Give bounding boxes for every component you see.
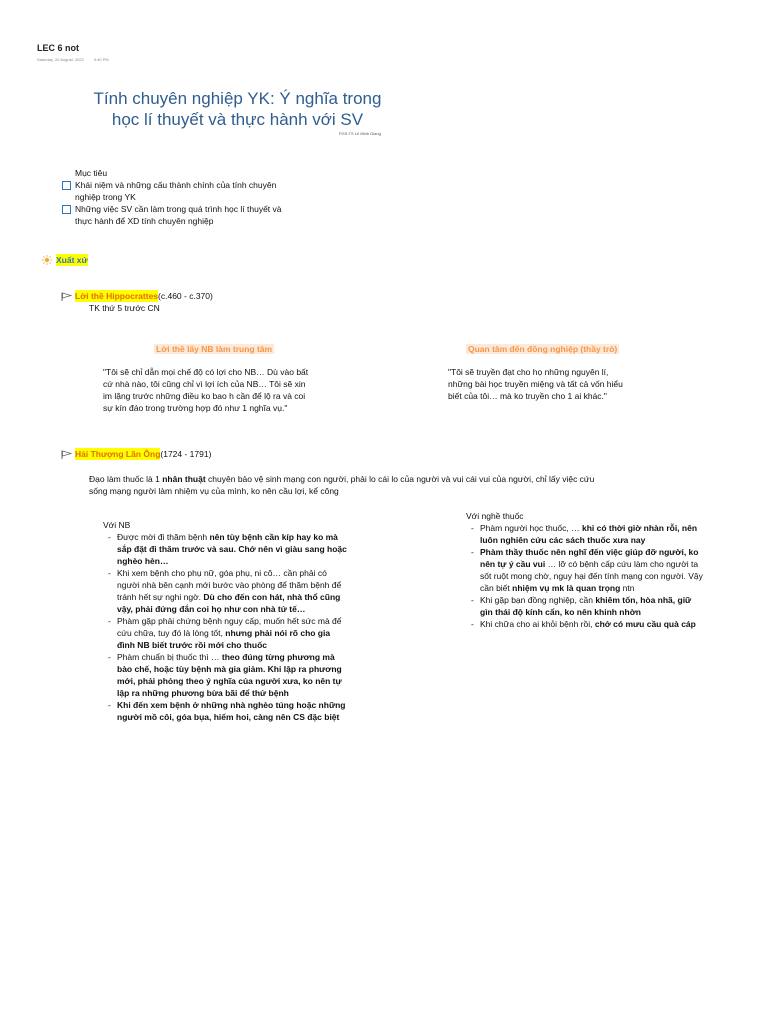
list-item-text: Phàm gặp phải chứng bệnh nguy cấp, muốn hết sức mà để cứu chữa, tuy đó là lòng tốt, [117, 616, 342, 638]
intro-text: sống mạng người làm nhiệm vụ của mình, ko nên cầu lợi, kể công [89, 486, 339, 496]
list-item-text: Khi xem bệnh cho phụ nữ, góa phụ, ni cô… cần phải có người nhà bên cạnh mới bước vào phòng để thăm bệnh để tránh hết sự nghi ngờ. [117, 568, 342, 602]
list-item-bold-text: nên tùy bệnh cần kíp hay ko mà sắp đặt đi thăm trước và sau. Chớ nên vì giàu sang hoặc nghèo hèn… [117, 532, 347, 566]
quote-line: những bài học truyền miệng và tất cả vốn hiểu [448, 379, 623, 389]
objective-item [62, 179, 312, 203]
hippocrates-era: TK thứ 5 trước CN [89, 303, 160, 313]
hai-thuong-heading [61, 448, 211, 460]
flag-icon [61, 450, 72, 459]
hippocrates-dates: (c.460 - c.370) [158, 291, 213, 301]
list-item-text: Khi gặp bạn đồng nghiệp, cần [480, 595, 596, 605]
list-item [466, 522, 706, 546]
profession-heading: Với nghề thuốc [466, 511, 524, 521]
hippocrates-left-heading [154, 343, 274, 355]
hippocrates-left-quote [103, 366, 343, 414]
list-item-text: Phàm chuẩn bị thuốc thì … [117, 652, 222, 662]
list-item-bold-text: nhiệm vụ mk là quan trọng [512, 583, 621, 593]
list-item-bold-text: Khi đến xem bệnh ở những nhà nghèo túng hoặc những người mồ côi, góa bụa, hiếm hoi, càng nên CS đặc biệt [117, 700, 346, 722]
list-item-text: … lỡ có bệnh cấp cứu làm cho người ta sốt ruột mong chờ, nguy hại đến tính mạng con người. Vậy cần biết [480, 559, 703, 593]
quote-line: sự kín đáo trong trường hợp đó như 1 nghĩa vụ." [103, 403, 288, 413]
quote-line: im lặng trước những điều ko bao h cần để lộ ra và coi [103, 391, 306, 401]
intro-bold: nhân thuật [162, 474, 206, 484]
quote-line: biết của tôi… mà ko truyền cho 1 ai khác." [448, 391, 607, 401]
list-item [466, 594, 706, 618]
list-item-bold-text: khi có thời giờ nhàn rỗi, nên luôn nghiên cứu các sách thuốc xưa nay [480, 523, 698, 545]
hai-thuong-name: Hải Thượng Lãn Ông [75, 449, 161, 459]
hai-thuong-intro [89, 473, 669, 497]
hippocrates-right-heading [466, 343, 619, 355]
list-item-bold-text: nhưng phải nói rõ cho gia đình NB biết trước rồi mới cho thuốc [117, 628, 331, 650]
quote-line: cứ nhà nào, tôi cũng chỉ vì lợi ích của NB… Tôi sẽ xin [103, 379, 306, 389]
list-item-bold-text: Dù cho đến con hát, nhà thổ cũng vậy, phải đứng đắn coi họ như con nhà tử tế… [117, 592, 341, 614]
hippocrates-right-heading-text: Quan tâm đến đồng nghiệp (thầy trò) [468, 344, 618, 354]
note-date: Saturday, 20 August, 2022 [37, 57, 84, 62]
list-item-bold-text: khiêm tốn, hòa nhã, giữ gìn thái độ kính cẩn, ko nên khinh nhờn [480, 595, 692, 617]
list-item [103, 531, 348, 567]
sun-icon [42, 255, 52, 265]
list-item-text: Phàm người học thuốc, … [480, 523, 582, 533]
list-item-text: ntn [620, 583, 635, 593]
patients-list [103, 531, 348, 723]
note-title: LEC 6 not [37, 43, 79, 53]
hai-thuong-dates: (1724 - 1791) [160, 449, 212, 459]
intro-text: Đạo làm thuốc là 1 [89, 474, 163, 484]
quote-line: "Tôi sẽ chỉ dẫn mọi chế độ có lợi cho NB… Dù vào bất [103, 367, 309, 377]
objective-item [62, 203, 312, 227]
quote-line: "Tôi sẽ truyền đạt cho họ những nguyên lí, [448, 367, 609, 377]
note-timestamp [37, 57, 109, 62]
list-item [103, 567, 348, 615]
objectives-heading: Mục tiêu [75, 168, 108, 178]
author: PGS.TS Lê Minh Giang [339, 131, 381, 136]
list-item [466, 546, 706, 594]
list-item-text: Được mời đi thăm bệnh [117, 532, 210, 542]
note-time: 9:40 PM [93, 57, 109, 62]
list-item [103, 699, 348, 723]
patients-heading: Với NB [103, 520, 131, 530]
origin-heading-text: Xuất xứ [56, 255, 88, 265]
hippocrates-left-heading-text: Lời thề lấy NB làm trung tâm [156, 344, 273, 354]
profession-list [466, 522, 706, 630]
objective-text: Những việc SV cần làm trong quá trình học lí thuyết và [75, 204, 282, 214]
list-item [103, 651, 348, 699]
page-title-line1: Tính chuyên nghiệp YK: Ý nghĩa trong [93, 89, 382, 108]
origin-heading [42, 254, 88, 266]
list-item-bold-text: theo đúng từng phương mà bào chế, hoặc tùy bệnh mà gia giảm. Khi lập ra phương mới, phải phỏng theo ý nghĩa của người xưa, ko nên tự lập ra những phương bừa bãi để thử bệnh [117, 652, 342, 698]
checkbox-icon[interactable] [62, 205, 71, 214]
intro-text: chuyên bảo vệ sinh mạng con người, phải lo cái lo của người và vui cái vui của người, chỉ lấy việc cứu [205, 474, 595, 484]
hippocrates-right-quote [448, 366, 678, 402]
list-item [466, 618, 706, 630]
hippocrates-name: Lời thề Hippocrattes [75, 291, 159, 301]
objective-text: nghiệp trong YK [75, 192, 136, 202]
flag-icon [61, 292, 72, 301]
page-title [60, 88, 415, 130]
list-item-bold-text: chớ có mưu cầu quà cáp [594, 619, 696, 629]
objective-text: thực hành để XD tính chuyên nghiệp [75, 216, 214, 226]
objective-text: Khái niệm và những cấu thành chính của tính chuyên [75, 180, 277, 190]
hippocrates-heading [61, 290, 213, 302]
checkbox-icon[interactable] [62, 181, 71, 190]
page-title-line2: học lí thuyết và thực hành với SV [111, 110, 364, 129]
list-item-bold-text: Phàm thầy thuốc nên nghĩ đến việc giúp đỡ người, ko nên tự ý cầu vui [480, 547, 699, 569]
list-item [103, 615, 348, 651]
list-item-text: Khi chữa cho ai khỏi bệnh rồi, [480, 619, 595, 629]
